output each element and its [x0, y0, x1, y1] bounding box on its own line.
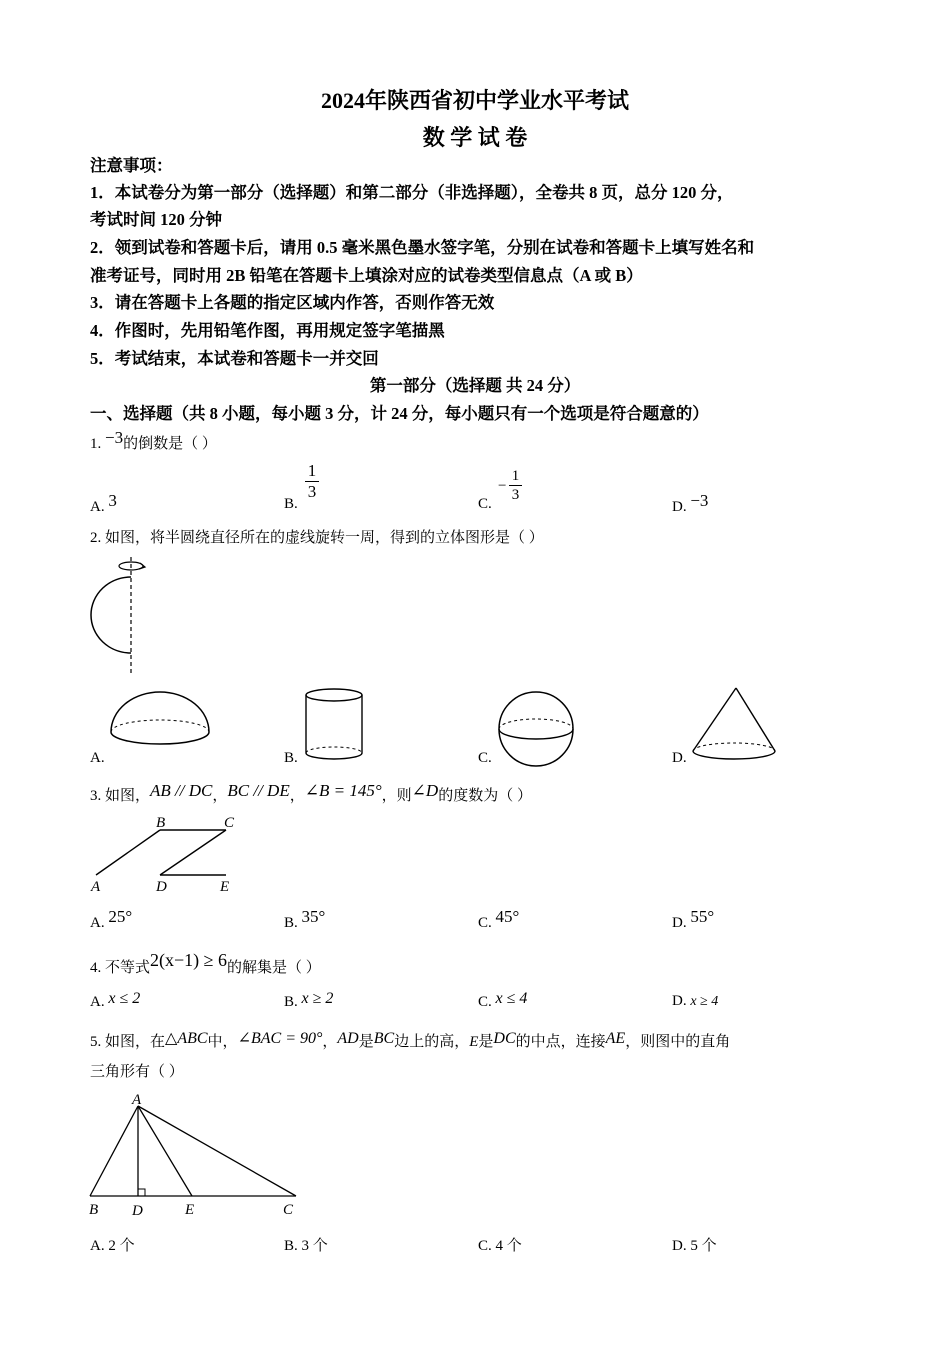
q5-option-d[interactable]	[672, 1234, 717, 1255]
notice-item-4: 4．作图时，先用铅笔作图，再用规定签字笔描黑	[90, 321, 445, 340]
option-label: D.	[672, 1238, 691, 1254]
point-label-d: D	[132, 1203, 143, 1219]
q1-option-a[interactable]	[90, 491, 117, 516]
option-label: C.	[478, 496, 492, 512]
q5-triangle: △ABC	[165, 1030, 208, 1047]
q4-option-d[interactable]	[672, 993, 718, 1010]
point-label-c: C	[283, 1202, 294, 1218]
option-value: x ≥ 4	[690, 994, 719, 1009]
q3-parallel-figure	[88, 812, 248, 897]
q3-separator: ，	[289, 788, 305, 804]
q1-number: 1.	[90, 436, 105, 452]
option-value: 55°	[690, 907, 715, 926]
q5-text: 是	[478, 1034, 494, 1050]
question-1-stem	[90, 428, 217, 453]
q2-option-d[interactable]: D.	[672, 750, 687, 766]
option-value: 4 个	[495, 1238, 522, 1254]
q3-prefix: 3. 如图，	[90, 788, 151, 804]
option-value: 2 个	[108, 1238, 135, 1254]
fraction-numerator: 1	[307, 461, 317, 480]
option-label: A.	[90, 915, 109, 931]
option-value: 3	[108, 491, 117, 510]
q1-c-fraction	[509, 467, 522, 504]
question-4-stem	[90, 950, 321, 977]
notice-item-1-cont: 考试时间 120 分钟	[90, 210, 222, 229]
q1-expression: −3	[105, 428, 124, 447]
option-value: x ≥ 2	[301, 990, 334, 1007]
cone-shape	[690, 686, 780, 766]
q5-text: ，	[322, 1034, 338, 1050]
q4-suffix: 的解集是（ ）	[227, 960, 321, 976]
q3-condition-1: AB // DC	[150, 781, 213, 800]
q4-inequality: 2(x−1) ≥ 6	[150, 950, 228, 970]
q5-text: 的中点，连接	[515, 1034, 606, 1050]
fraction-numerator: 1	[511, 468, 520, 484]
point-label-e: E	[185, 1202, 195, 1218]
point-label-a: A	[132, 1092, 142, 1108]
q5-option-b[interactable]	[284, 1234, 328, 1255]
option-label: B.	[284, 915, 302, 931]
q3-mid: ，则	[381, 788, 412, 804]
option-label: A.	[90, 499, 109, 515]
option-label: B.	[284, 1238, 302, 1254]
option-label: B.	[284, 994, 302, 1010]
q4-option-c[interactable]	[478, 990, 528, 1011]
q5-segment-ae: AE	[605, 1030, 626, 1047]
point-label-b: B	[156, 815, 166, 831]
semicircle-arc	[91, 577, 131, 653]
q2-option-b[interactable]: B.	[284, 750, 298, 766]
notice-item-2: 2．领到试卷和答题卡后，请用 0.5 毫米黑色墨水签字笔，分别在试卷和答题卡上填写姓名和	[90, 238, 755, 257]
q3-suffix: 的度数为（ ）	[438, 788, 532, 804]
q2-option-c[interactable]: C.	[478, 750, 492, 766]
rotation-arrow-icon	[119, 562, 145, 570]
q5-segment-dc: DC	[493, 1030, 516, 1047]
option-label: A.	[90, 1238, 109, 1254]
option-value: 3 个	[301, 1238, 328, 1254]
q3-option-a[interactable]	[90, 907, 133, 932]
q5-point-e: E	[469, 1034, 479, 1050]
option-value: 5 个	[690, 1238, 717, 1254]
question-5-stem-cont: 三角形有（ ）	[90, 1064, 184, 1080]
q5-angle: ∠BAC = 90°	[237, 1030, 323, 1047]
q3-option-d[interactable]	[672, 907, 715, 932]
q5-text: 边上的高，	[394, 1034, 470, 1050]
option-value: x ≤ 4	[495, 990, 528, 1007]
fraction-denominator: 3	[305, 481, 319, 502]
option-value: 45°	[495, 907, 520, 926]
q3-condition-2: BC // DE	[227, 781, 290, 800]
q5-text: 中，	[207, 1034, 238, 1050]
q5-segment-ad: AD	[337, 1030, 359, 1047]
option-label: D.	[672, 915, 691, 931]
q1-b-fraction	[305, 461, 319, 502]
option-value: 35°	[301, 907, 326, 926]
q1-option-d[interactable]	[672, 491, 709, 516]
q3-separator: ，	[212, 788, 228, 804]
q3-condition-3: ∠B = 145°	[304, 781, 382, 800]
section-heading: 一、选择题（共 8 小题，每小题 3 分，计 24 分，每小题只有一个选项是符合题意的）	[90, 404, 709, 423]
point-label-a: A	[91, 879, 101, 895]
q5-text: 是	[358, 1034, 374, 1050]
q1-option-b[interactable]	[284, 496, 298, 513]
q3-option-b[interactable]	[284, 907, 326, 932]
part-one-heading: 第一部分（选择题 共 24 分）	[369, 376, 581, 395]
option-label: D.	[672, 499, 691, 515]
q3-angle-d: ∠D	[411, 781, 439, 800]
notice-item-3: 3．请在答题卡上各题的指定区域内作答，否则作答无效	[90, 293, 495, 312]
q1-suffix: 的倒数是（ ）	[123, 436, 217, 452]
point-label-b: B	[89, 1202, 99, 1218]
option-label: C.	[478, 915, 496, 931]
q4-prefix: 4. 不等式	[90, 960, 151, 976]
q4-option-b[interactable]	[284, 990, 334, 1011]
q4-option-a[interactable]	[90, 990, 141, 1011]
exam-subtitle: 数 学 试 卷	[422, 125, 528, 150]
point-label-d: D	[156, 879, 167, 895]
q2-semicircle-figure	[85, 555, 145, 680]
q2-option-a[interactable]: A.	[90, 750, 105, 766]
option-value: 25°	[108, 907, 133, 926]
q5-segment-bc: BC	[373, 1030, 395, 1047]
option-value: x ≤ 2	[108, 990, 141, 1007]
question-2-stem: 2. 如图，将半圆绕直径所在的虚线旋转一周，得到的立体图形是（ ）	[90, 530, 544, 546]
notice-item-1: 1．本试卷分为第一部分（选择题）和第二部分（非选择题），全卷共 8 页，总分 120 分，	[90, 183, 734, 202]
option-value: −3	[690, 491, 709, 510]
fraction-denominator: 3	[509, 485, 522, 504]
sphere-shape	[496, 690, 580, 770]
q1-c-sign: −	[498, 478, 507, 494]
notice-heading: 注意事项：	[90, 156, 173, 175]
option-label: A.	[90, 994, 109, 1010]
hemisphere-shape	[108, 690, 212, 762]
q5-text: 5. 如图，在	[90, 1034, 166, 1050]
cylinder-shape	[302, 686, 366, 766]
q5-triangle-figure	[86, 1088, 306, 1223]
question-3-stem	[90, 781, 532, 805]
q5-text: ，则图中的直角	[625, 1034, 731, 1050]
q3-option-c[interactable]	[478, 907, 520, 932]
notice-item-2-cont: 准考证号，同时用 2B 铅笔在答题卡上填涂对应的试卷类型信息点（A 或 B）	[90, 266, 643, 285]
notice-item-5: 5．考试结束，本试卷和答题卡一并交回	[90, 349, 379, 368]
question-5-stem	[90, 1030, 730, 1051]
option-label: C.	[478, 1238, 496, 1254]
point-label-c: C	[224, 815, 235, 831]
option-label: C.	[478, 994, 496, 1010]
point-label-e: E	[220, 879, 230, 895]
q5-option-c[interactable]	[478, 1234, 522, 1255]
exam-title: 2024年陕西省初中学业水平考试	[320, 88, 629, 113]
q5-option-a[interactable]	[90, 1234, 135, 1255]
option-label: D.	[672, 993, 691, 1009]
option-label: B.	[284, 496, 298, 512]
q1-option-c[interactable]	[478, 496, 492, 513]
